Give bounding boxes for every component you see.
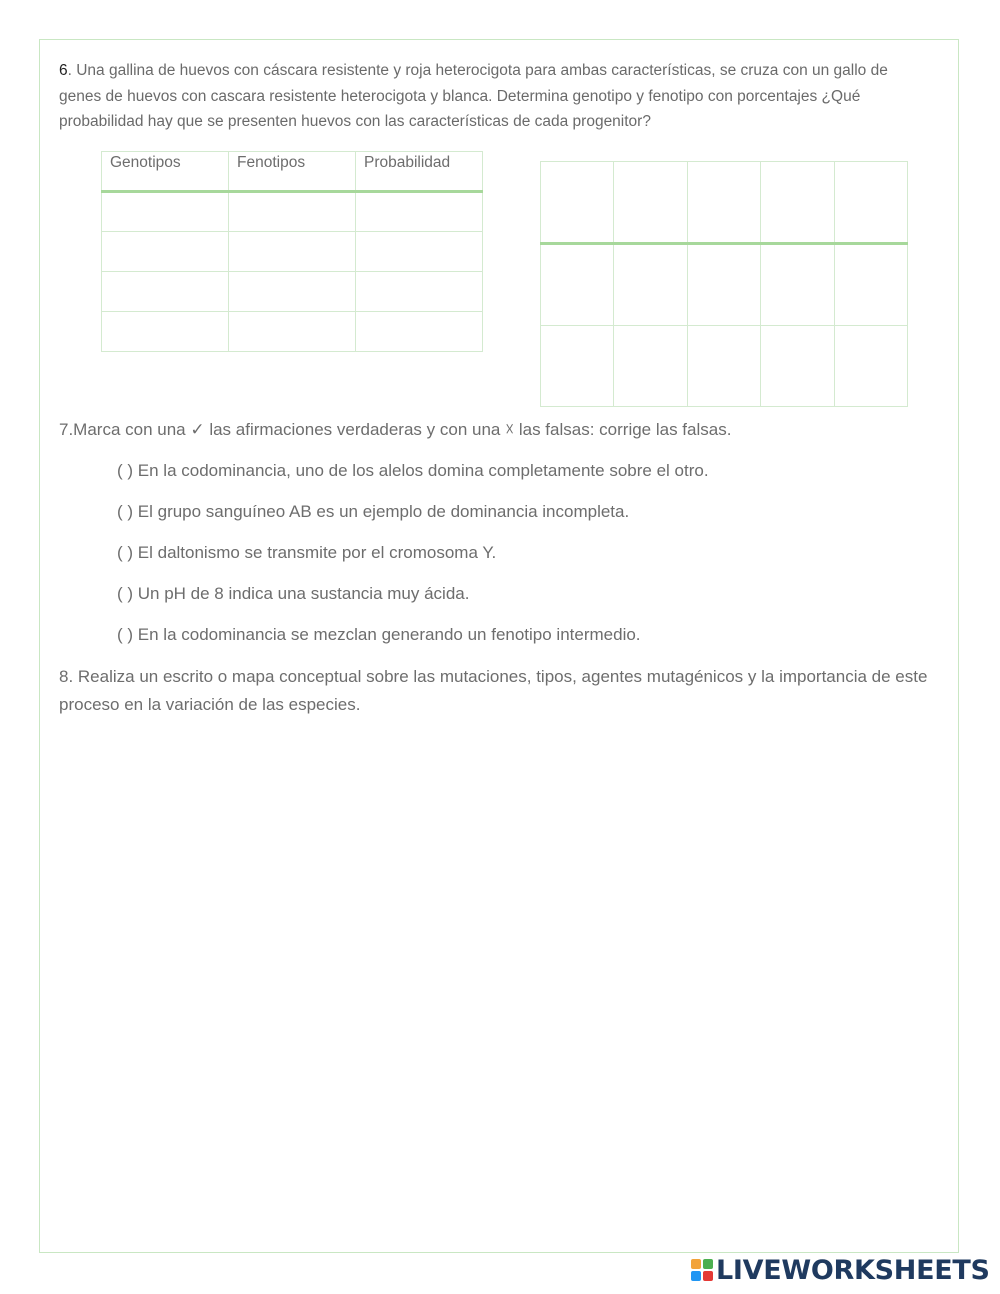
answer-cell[interactable]	[356, 312, 483, 352]
punnett-cell[interactable]	[761, 244, 834, 326]
logo-text: LIVEWORKSHEETS	[716, 1254, 990, 1286]
punnett-cell[interactable]	[834, 244, 907, 326]
punnett-cell[interactable]	[761, 162, 834, 244]
punnett-cell[interactable]	[541, 244, 614, 326]
statement-text: El daltonismo se transmite por el cromosoma Y.	[133, 543, 497, 562]
answer-cell[interactable]	[102, 312, 229, 352]
genotype-table	[101, 151, 483, 352]
answer-cell[interactable]	[356, 232, 483, 272]
header-probabilidad: Probabilidad	[356, 152, 483, 192]
punnett-cell[interactable]	[834, 162, 907, 244]
answer-box[interactable]: ( )	[117, 543, 134, 562]
answer-cell[interactable]	[356, 272, 483, 312]
punnett-cell[interactable]	[541, 162, 614, 244]
table-row	[102, 232, 483, 272]
header-genotipos: Genotipos	[102, 152, 229, 192]
statement-5	[117, 625, 641, 645]
table-row	[102, 272, 483, 312]
statement-text: Un pH de 8 indica una sustancia muy ácida.	[133, 584, 470, 603]
answer-box[interactable]: ( )	[117, 502, 134, 521]
answer-box[interactable]: ( )	[117, 461, 134, 480]
statement-2	[117, 502, 629, 522]
answer-cell[interactable]	[356, 192, 483, 232]
punnett-cell[interactable]	[687, 244, 760, 326]
statement-text: En la codominancia, uno de los alelos domina completamente sobre el otro.	[133, 461, 709, 480]
punnett-cell[interactable]	[687, 162, 760, 244]
answer-box[interactable]: ( )	[117, 584, 134, 603]
answer-cell[interactable]	[229, 272, 356, 312]
punnett-cell[interactable]	[541, 326, 614, 407]
punnett-cell[interactable]	[614, 244, 687, 326]
header-fenotipos: Fenotipos	[229, 152, 356, 192]
punnett-row	[541, 244, 908, 326]
question-7-title: 7.Marca con una ✓ las afirmaciones verdaderas y con una ☓ las falsas: corrige las falsas.	[59, 420, 732, 439]
answer-cell[interactable]	[229, 192, 356, 232]
answer-cell[interactable]	[229, 312, 356, 352]
statement-4	[117, 584, 469, 604]
table-row	[102, 312, 483, 352]
logo-mark-square	[703, 1259, 713, 1269]
statement-3	[117, 543, 496, 563]
table-row	[102, 192, 483, 232]
answer-cell[interactable]	[102, 192, 229, 232]
liveworksheets-logo	[691, 1255, 990, 1285]
punnett-square	[540, 161, 908, 407]
answer-cell[interactable]	[102, 272, 229, 312]
punnett-cell[interactable]	[614, 162, 687, 244]
statement-1	[117, 461, 709, 481]
punnett-cell[interactable]	[614, 326, 687, 407]
answer-cell[interactable]	[229, 232, 356, 272]
question-6-text	[59, 58, 929, 135]
question-8-text: 8. Realiza un escrito o mapa conceptual sobre las mutaciones, tipos, agentes mutagénicos y la importancia de este proceso en la variación de las especies.	[59, 667, 928, 714]
logo-mark-square	[691, 1259, 701, 1269]
punnett-cell[interactable]	[834, 326, 907, 407]
genotype-table-header-row	[102, 152, 483, 192]
punnett-row	[541, 326, 908, 407]
logo-mark-icon	[691, 1259, 713, 1281]
statement-text: El grupo sanguíneo AB es un ejemplo de dominancia incompleta.	[133, 502, 630, 521]
question-6-body: . Una gallina de huevos con cáscara resistente y roja heterocigota para ambas características, se cruza con un gallo de genes de huevos con cascara resistente heterocigota y blanca. Determina genotipo y fenotipo con porcentajes ¿Qué probabilidad hay que se presenten huevos con las características de cada progenitor?	[59, 62, 888, 130]
punnett-cell[interactable]	[761, 326, 834, 407]
logo-mark-square	[703, 1271, 713, 1281]
punnett-cell[interactable]	[687, 326, 760, 407]
question-6-number: 6	[59, 62, 68, 79]
logo-mark-square	[691, 1271, 701, 1281]
answer-box[interactable]: ( )	[117, 625, 134, 644]
answer-cell[interactable]	[102, 232, 229, 272]
statement-text: En la codominancia se mezclan generando un fenotipo intermedio.	[133, 625, 641, 644]
punnett-row	[541, 162, 908, 244]
